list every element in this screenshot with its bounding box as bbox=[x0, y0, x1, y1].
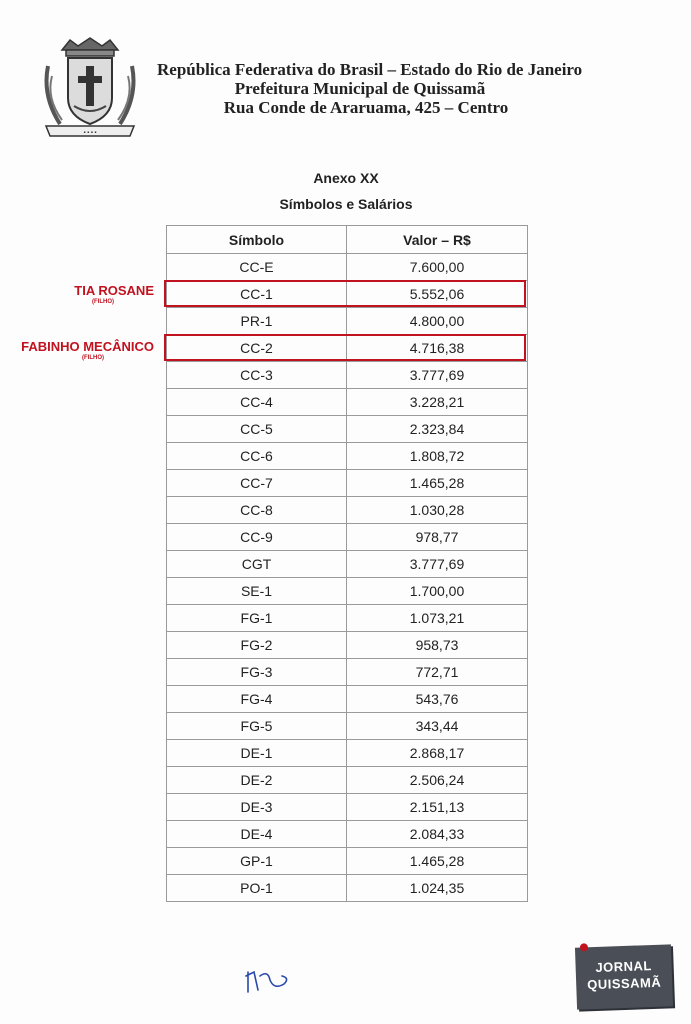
value-cell: 1.465,28 bbox=[347, 470, 528, 497]
handwritten-initials-signature bbox=[244, 966, 292, 996]
table-row bbox=[167, 686, 528, 713]
symbol-cell: CC-1 bbox=[167, 281, 347, 308]
table-row bbox=[167, 308, 528, 335]
value-cell: 1.030,28 bbox=[347, 497, 528, 524]
highlight-box-cc2 bbox=[164, 334, 526, 361]
value-cell: 4.716,38 bbox=[347, 335, 528, 362]
symbol-cell: CC-E bbox=[167, 254, 347, 281]
table-row bbox=[167, 551, 528, 578]
symbol-cell: CC-9 bbox=[167, 524, 347, 551]
letterhead-line-2: Prefeitura Municipal de Quissamã bbox=[234, 79, 486, 98]
symbol-cell: CC-2 bbox=[167, 335, 347, 362]
value-cell: 958,73 bbox=[347, 632, 528, 659]
symbol-cell: CGT bbox=[167, 551, 347, 578]
annotation-tia-rosane bbox=[74, 284, 154, 306]
value-cell: 4.800,00 bbox=[347, 308, 528, 335]
table-row bbox=[167, 848, 528, 875]
value-cell: 1.465,28 bbox=[347, 848, 528, 875]
value-cell: 3.228,21 bbox=[347, 389, 528, 416]
value-cell: 1.700,00 bbox=[347, 578, 528, 605]
symbol-cell: FG-1 bbox=[167, 605, 347, 632]
symbol-cell: FG-3 bbox=[167, 659, 347, 686]
value-cell: 5.552,06 bbox=[347, 281, 528, 308]
value-cell: 2.506,24 bbox=[347, 767, 528, 794]
symbol-cell: CC-6 bbox=[167, 443, 347, 470]
annex-title: Anexo XX bbox=[313, 170, 379, 186]
value-cell: 3.777,69 bbox=[347, 551, 528, 578]
table-row bbox=[167, 740, 528, 767]
value-cell: 2.868,17 bbox=[347, 740, 528, 767]
annex-subtitle: Símbolos e Salários bbox=[279, 196, 413, 212]
annotation-note: (FILHO) bbox=[82, 355, 104, 361]
table-header-row bbox=[167, 226, 528, 254]
value-cell: 7.600,00 bbox=[347, 254, 528, 281]
table-row bbox=[167, 767, 528, 794]
symbol-cell: FG-4 bbox=[167, 686, 347, 713]
symbol-cell: GP-1 bbox=[167, 848, 347, 875]
value-cell: 343,44 bbox=[347, 713, 528, 740]
symbol-cell: PO-1 bbox=[167, 875, 347, 902]
table-row bbox=[167, 497, 528, 524]
annotation-name: FABINHO MECÂNICO bbox=[21, 339, 154, 354]
symbol-cell: CC-3 bbox=[167, 362, 347, 389]
symbol-cell: DE-1 bbox=[167, 740, 347, 767]
symbol-cell: CC-7 bbox=[167, 470, 347, 497]
value-cell: 543,76 bbox=[347, 686, 528, 713]
table-row bbox=[167, 254, 528, 281]
table-row bbox=[167, 416, 528, 443]
letterhead-line-1: República Federativa do Brasil – Estado do Rio de Janeiro bbox=[157, 60, 583, 79]
annotation-fabinho-mecanico bbox=[21, 340, 154, 362]
table-row bbox=[167, 443, 528, 470]
symbol-cell: DE-2 bbox=[167, 767, 347, 794]
value-cell: 772,71 bbox=[347, 659, 528, 686]
svg-text:▪ ▪ ▪ ▪: ▪ ▪ ▪ ▪ bbox=[83, 130, 97, 136]
annotation-note: (FILHO) bbox=[92, 299, 114, 305]
symbol-cell: DE-4 bbox=[167, 821, 347, 848]
value-cell: 2.151,13 bbox=[347, 794, 528, 821]
value-cell: 3.777,69 bbox=[347, 362, 528, 389]
value-cell: 2.323,84 bbox=[347, 416, 528, 443]
table-row bbox=[167, 362, 528, 389]
header-symbol: Símbolo bbox=[167, 226, 347, 254]
table-row bbox=[167, 821, 528, 848]
table-row bbox=[167, 632, 528, 659]
watermark-dot-icon bbox=[580, 943, 588, 951]
table-row bbox=[167, 875, 528, 902]
table-row bbox=[167, 524, 528, 551]
watermark-line-2: QUISSAMÃ bbox=[586, 974, 662, 993]
table-row bbox=[167, 389, 528, 416]
table-row bbox=[167, 713, 528, 740]
letterhead bbox=[155, 60, 625, 117]
symbol-cell: CC-4 bbox=[167, 389, 347, 416]
table-row bbox=[167, 794, 528, 821]
watermark-line-1: JORNAL bbox=[595, 958, 653, 975]
highlight-box-cc1 bbox=[164, 280, 526, 307]
value-cell: 978,77 bbox=[347, 524, 528, 551]
symbol-cell: SE-1 bbox=[167, 578, 347, 605]
symbol-cell: FG-2 bbox=[167, 632, 347, 659]
symbol-cell: CC-8 bbox=[167, 497, 347, 524]
value-cell: 2.084,33 bbox=[347, 821, 528, 848]
symbol-cell: CC-5 bbox=[167, 416, 347, 443]
letterhead-line-3: Rua Conde de Araruama, 425 – Centro bbox=[223, 98, 509, 117]
jornal-quissama-watermark bbox=[575, 944, 673, 1009]
table-row bbox=[167, 605, 528, 632]
value-cell: 1.808,72 bbox=[347, 443, 528, 470]
salary-table bbox=[166, 225, 528, 902]
symbol-cell: DE-3 bbox=[167, 794, 347, 821]
table-row bbox=[167, 470, 528, 497]
header-value: Valor – R$ bbox=[347, 226, 528, 254]
symbol-cell: FG-5 bbox=[167, 713, 347, 740]
value-cell: 1.073,21 bbox=[347, 605, 528, 632]
annotation-name: TIA ROSANE bbox=[74, 283, 154, 298]
value-cell: 1.024,35 bbox=[347, 875, 528, 902]
symbol-cell: PR-1 bbox=[167, 308, 347, 335]
table-row bbox=[167, 659, 528, 686]
table-row bbox=[167, 578, 528, 605]
